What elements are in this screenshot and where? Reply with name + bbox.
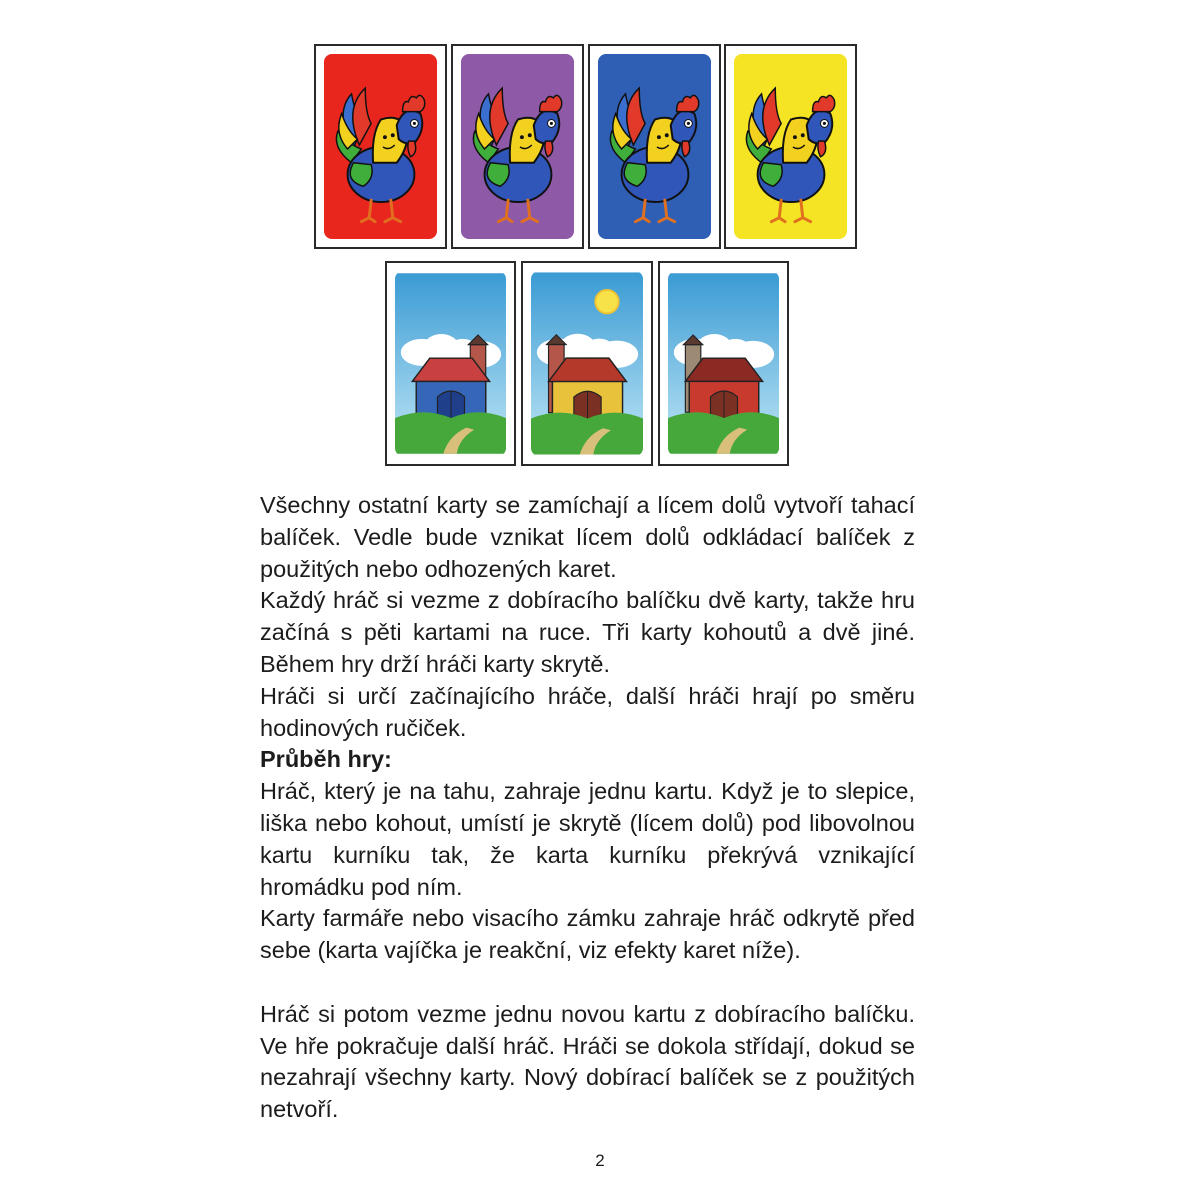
rooster-card-purple [451,44,584,249]
coop-card-red [658,261,789,466]
barn-illustration [395,271,506,456]
paragraph-draw-card: Hráč si potom vezme jednu novou kartu z dobíracího balíčku. Ve hře pokračuje další hráč. Hráči se dokola střídají, dokud se nezahrají všechny karty. Nový dobírací balíček se z použitých netvoří. [260,1000,915,1123]
section-heading: Průběh hry: [260,746,392,773]
rooster-illustration [324,54,437,239]
spacer [260,967,915,999]
page-number: 2 [595,1151,605,1170]
coop-card-blue [385,261,516,466]
paragraph-turn-order: Hráči si určí začínajícího hráče, další hráči hrají po směru hodinových ručiček. [260,682,915,741]
coop-card-yellow [521,261,653,466]
barn-illustration [531,271,643,456]
paragraph-play-card: Hráč, který je na tahu, zahraje jednu kartu. Když je to slepice, liška nebo kohout, umístí je skrytě (lícem dolů) pod libovolnou kartu kurníku tak, že karta kurníku překrývá vznikající hromádku pod ním. [260,778,915,900]
rules-text [260,490,915,1126]
rooster-illustration [734,54,847,239]
rooster-illustration [461,54,574,239]
rooster-illustration [598,54,711,239]
rooster-card-blue [588,44,721,249]
rooster-card-yellow [724,44,857,249]
paragraph-setup-deck: Všechny ostatní karty se zamíchají a lícem dolů vytvoří tahací balíček. Vedle bude vznikat lícem dolů odkládací balíček z použitých nebo odhozených karet. [260,492,915,582]
rooster-card-red [314,44,447,249]
paragraph-farmer-lock: Karty farmáře nebo visacího zámku zahraje hráč odkrytě před sebe (karta vajíčka je reakční, viz efekty karet níže). [260,905,915,964]
paragraph-starting-hand: Každý hráč si vezme z dobíracího balíčku dvě karty, takže hru začíná s pěti kartami na ruce. Tři karty kohoutů a dvě jiné. Během hry drží hráči karty skrytě. [260,587,915,677]
barn-illustration [668,271,779,456]
